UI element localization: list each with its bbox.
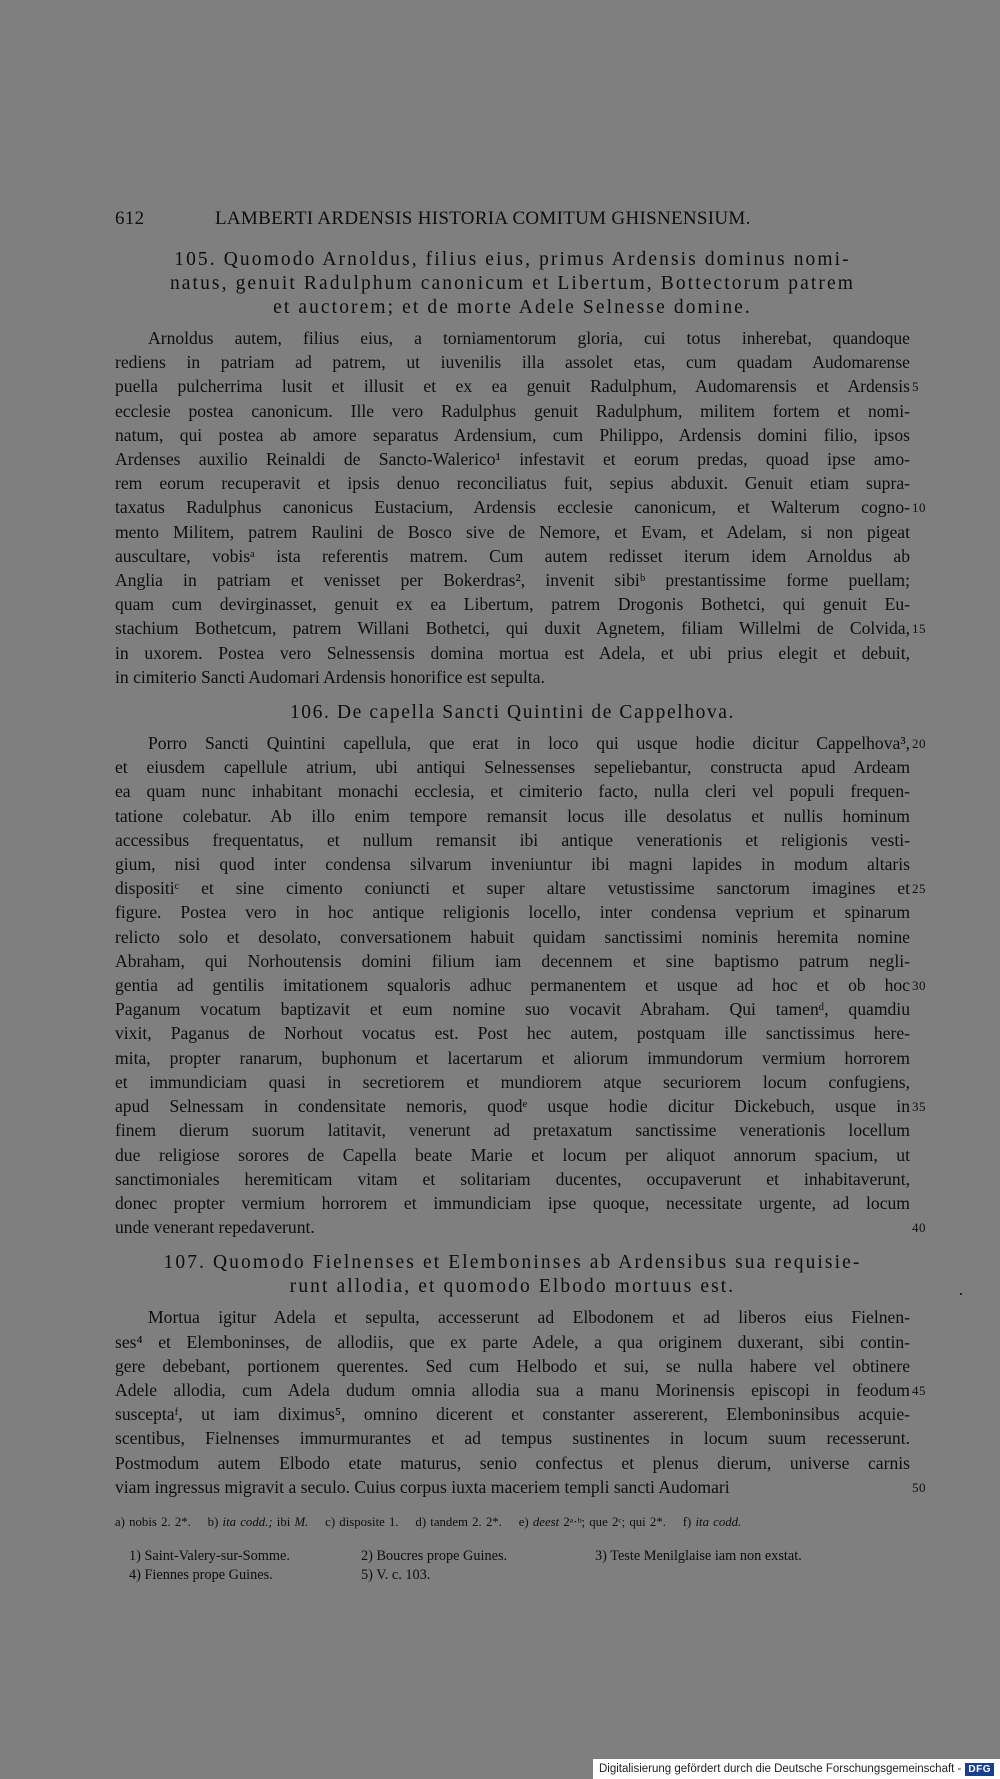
line-text: ea quam nunc inhabitant monachi ecclesia, et cimiterio facto, nulla cleri vel populi frequen- <box>115 781 910 802</box>
heading-line: runt allodia, et quomodo Elbodo mortuus est. <box>289 1276 736 1298</box>
line-text: rediens in patriam ad patrem, ut iuvenilis illa assolet etas, cum quadam Audomarense <box>115 352 910 373</box>
chapter-body <box>115 1305 926 1499</box>
line-text: accessibus frequentatus, et nullum remansit ibi antique venerationis et religionis vesti- <box>115 829 910 850</box>
text-line <box>115 568 910 592</box>
line-text: taxatus Radulphus canonicus Eustacium, Ardensis ecclesie canonicum, et Walterum cogno- <box>115 497 910 518</box>
line-text: vixit, Paganus de Norhout vocatus est. Post hec autem, postquam ille sanctissimus here- <box>115 1023 910 1044</box>
line-number: 20 <box>912 736 926 752</box>
text-line <box>115 616 926 640</box>
critical-apparatus <box>115 1515 910 1530</box>
heading-line: et auctorem; et de morte Adele Selnesse domine. <box>273 297 752 318</box>
line-number: 45 <box>912 1382 926 1398</box>
heading-line: 107. Quomodo Fielnenses et Elemboninses ab Ardensibus sua requisie- <box>163 1252 862 1274</box>
line-text: apud Selnessam in condensitate nemoris, quodᵉ usque hodie dicitur Dickebuch, usque in <box>115 1096 910 1117</box>
line-text: puella pulcherrima lusit et illusit et ex ea genuit Radulphum, Audomarensis et Ardensis <box>115 376 910 397</box>
heading-line: 105. Quomodo Arnoldus, filius eius, primus Ardensis dominus nomi- <box>174 249 851 270</box>
text-line <box>115 447 910 471</box>
text-line <box>115 1118 910 1142</box>
text-line <box>115 374 919 398</box>
footnotes <box>115 1547 910 1585</box>
text-line <box>115 1354 910 1378</box>
text-line <box>115 779 910 803</box>
apparatus-note: a) nobis 2. 2*. <box>115 1514 191 1529</box>
text-line <box>115 1475 926 1499</box>
text-line <box>115 1330 910 1354</box>
line-text: rem eorum recuperavit et ipsis denuo reconciliatus fuit, sepius abduxit. Genuit etiam supra- <box>115 473 910 494</box>
line-text: due religiose sorores de Capella beate Marie et locum per aliquot annorum spacium, ut <box>115 1144 910 1165</box>
line-text: ecclesie postea canonicum. Ille vero Radulphus genuit Radulphum, militem fortem et nomi- <box>115 400 910 421</box>
line-number: 40 <box>912 1220 926 1236</box>
text-line <box>115 1046 910 1070</box>
text-line <box>115 423 910 447</box>
line-text: stachium Bothetcum, patrem Willani Bothetci, qui duxit Agnetem, filiam Willelmi de Colvida, <box>115 618 910 639</box>
scan-speck <box>960 1293 962 1295</box>
line-text: Mortua igitur Adela et sepulta, accesserunt ad Elbodonem et ad liberos eius Fielnen- <box>148 1307 910 1328</box>
apparatus-note: f) <box>682 1514 692 1529</box>
text-line <box>115 471 910 495</box>
credit-text: Digitalisierung gefördert durch die Deutsche Forschungsgemeinschaft - <box>598 1763 962 1775</box>
line-text: tatione colebatur. Ab illo enim tempore remansit locus ille desolatus et nullis hominum <box>115 805 910 826</box>
line-text: gentia ad gentilis imitationem squaloris adhuc permanentem et usque ad hoc et ob hoc <box>115 975 910 996</box>
apparatus-note: 2ᵃ·ᵇ; que 2ᶜ; qui 2*. <box>563 1514 666 1529</box>
line-text: et eiusdem capellule atrium, ubi antiqui Selnessenses sepeliebantur, constructa apud Ardeam <box>115 757 910 778</box>
line-text: sanctimoniales heremiticam vitam et solitariam ducentes, occupaverunt et inhabitaverunt, <box>115 1168 910 1189</box>
heading-line: natus, genuit Radulphum canonicum et Libertum, Bottectorum patrem <box>169 273 856 294</box>
page-number: 612 <box>115 208 145 229</box>
line-text: in uxorem. Postea vero Selnessensis domina mortua est Adela, et ubi prius elegit et debuit, <box>115 642 910 663</box>
text-line <box>115 1021 910 1045</box>
chapter-body <box>115 326 926 689</box>
text-line <box>115 1143 910 1167</box>
line-text: ses⁴ et Elemboninses, de allodiis, que ex parte Adele, a qua originem duxerant, sibi contin- <box>115 1331 910 1352</box>
line-text: in cimiterio Sancti Audomari Ardensis honorifice est sepulta. <box>115 666 545 687</box>
line-number: 10 <box>912 500 926 516</box>
line-number: 15 <box>912 621 926 637</box>
text-line <box>115 804 910 828</box>
line-text: susceptaᶠ, ut iam diximus⁵, omnino dicerent et constanter assererent, Elemboninsibus acquie- <box>115 1404 910 1425</box>
line-text: Porro Sancti Quintini capellula, que erat in loco qui usque hodie dicitur Cappelhova³, <box>148 733 910 754</box>
line-text: Anglia in patriam et venisset per Bokerdras², invenit sibiᵇ prestantissime forme puellam; <box>115 570 910 591</box>
running-head <box>115 208 910 230</box>
text-line <box>115 852 910 876</box>
chapter-heading: 106. De capella Sancti Quintini de Cappelhova. <box>289 702 736 724</box>
line-text: quam cum devirginasset, genuit ex ea Libertum, patrem Drogonis Bothetci, qui genuit Eu- <box>115 594 910 615</box>
line-text: relicto solo et desolato, conversationem habuit quidam sanctissimi nominis heremita nomine <box>115 926 910 947</box>
footnote: 3) Teste Menilglaise iam non exstat. <box>595 1547 802 1564</box>
text-line <box>115 399 910 423</box>
text-line <box>115 544 910 568</box>
digitization-credit <box>593 1759 1000 1779</box>
line-text: et immundiciam quasi in secretiorem et mundiorem atque securiorem locum confugiens, <box>115 1071 910 1092</box>
line-text: donec propter vermium horrorem et immundiciam ipse quoque, necessitate urgente, ad locum <box>115 1192 910 1213</box>
text-line <box>115 1402 910 1426</box>
line-number: 35 <box>912 1099 926 1115</box>
apparatus-lemma: deest <box>532 1514 560 1529</box>
text-line <box>115 900 910 924</box>
line-text: Ardenses auxilio Reinaldi de Sancto-Walerico¹ infestavit et eorum predas, quoad ipse amo- <box>115 449 910 470</box>
text-line <box>115 592 910 616</box>
apparatus-lemma: ita codd.; <box>222 1514 273 1529</box>
text-line <box>115 1094 926 1118</box>
line-text: auscultare, vobisᵃ ista referentis matrem. Cum autem redisset iterum idem Arnoldus ab <box>115 545 910 566</box>
text-line <box>115 1426 910 1450</box>
text-line <box>115 876 926 900</box>
apparatus-lemma: M. <box>294 1514 309 1529</box>
text-line <box>115 949 910 973</box>
line-text: viam ingressus migravit a seculo. Cuius corpus iuxta maceriem templi sancti Audomari <box>115 1476 730 1497</box>
text-line <box>115 755 910 779</box>
apparatus-lemma: ita codd. <box>695 1514 742 1529</box>
apparatus-note: ibi <box>276 1514 291 1529</box>
chapter-105 <box>115 248 926 689</box>
line-text: natum, qui postea ab amore separatus Ardensium, cum Philippo, Ardensis domini filio, ipsos <box>115 424 910 445</box>
text-line <box>115 326 910 350</box>
chapter-body <box>115 731 926 1239</box>
line-text: Postmodum autem Elbodo etate maturus, senio confectus et plenus dierum, universe carnis <box>115 1452 910 1473</box>
text-line <box>115 828 910 852</box>
apparatus-note: b) <box>207 1514 219 1529</box>
line-number: 50 <box>912 1479 926 1495</box>
line-text: Adele allodia, cum Adela dudum omnia allodia sua a manu Morinensis episcopi in feodum <box>115 1379 910 1400</box>
line-text: finem dierum suorum latitavit, venerunt ad pretaxatum sanctissime venerationis locellum <box>115 1120 910 1141</box>
line-number: 25 <box>912 881 926 897</box>
text-line <box>115 731 926 755</box>
text-line <box>115 997 910 1021</box>
chapter-107 <box>115 1251 926 1499</box>
footnote: 4) Fiennes prope Guines. <box>129 1566 273 1583</box>
line-text: dispositiᶜ et sine cimento coniuncti et super altare vetustissime sanctorum imagines et <box>115 878 910 899</box>
chapter-heading <box>115 1251 910 1299</box>
dfg-logo: DFG <box>965 1763 994 1776</box>
chapter-heading <box>115 248 910 320</box>
text-line <box>115 1451 910 1475</box>
text-line <box>115 1215 926 1239</box>
text-line <box>115 1167 910 1191</box>
line-number: 5 <box>912 379 919 395</box>
line-text: Arnoldus autem, filius eius, a torniamentorum gloria, cui totus inherebat, quandoque <box>148 328 910 348</box>
apparatus-note: d) tandem 2. 2*. <box>415 1514 502 1529</box>
text-line <box>115 1191 910 1215</box>
footnote: 5) V. c. 103. <box>361 1566 431 1583</box>
apparatus-note: e) <box>518 1514 529 1529</box>
line-text: mento Militem, patrem Raulini de Bosco sive de Nemore, et Evam, et Adelam, si non pigeat <box>115 521 910 542</box>
chapter-106 <box>115 701 926 1239</box>
document-page <box>115 208 926 1585</box>
line-text: figure. Postea vero in hoc antique religionis locello, inter condensa veprium et spinarum <box>115 902 910 923</box>
line-number: 30 <box>912 978 926 994</box>
text-line <box>115 973 926 997</box>
footnote: 1) Saint-Valery-sur-Somme. <box>129 1547 290 1564</box>
text-line <box>115 1305 910 1329</box>
text-line <box>115 1070 910 1094</box>
text-line <box>115 1378 926 1402</box>
text-line <box>115 641 910 665</box>
line-text: unde venerant repedaverunt. <box>115 1217 315 1238</box>
running-title: LAMBERTI ARDENSIS HISTORIA COMITUM GHISNENSIUM. <box>215 208 751 229</box>
text-line <box>115 495 926 519</box>
footnote: 2) Boucres prope Guines. <box>361 1547 508 1564</box>
line-text: scentibus, Fielnenses immurmurantes et ad tempus sustinentes in locum suum recesserunt. <box>115 1428 910 1449</box>
line-text: gium, nisi quod inter condensa silvarum inveniuntur ibi magni lapides in modum altaris <box>115 854 910 875</box>
line-text: Paganum vocatum baptizavit et eum nomine suo vocavit Abraham. Qui tamenᵈ, quamdiu <box>115 999 910 1020</box>
text-line <box>115 665 910 689</box>
text-line <box>115 350 910 374</box>
text-line <box>115 520 910 544</box>
text-line <box>115 925 910 949</box>
apparatus-note: c) disposite 1. <box>325 1514 399 1529</box>
line-text: gere debebant, portionem querentes. Sed cum Helbodo et sui, se nulla habere vel obtinere <box>115 1355 910 1376</box>
line-text: mita, propter ranarum, buphonum et lacertarum et aliorum immundorum vermium horrorem <box>115 1047 910 1068</box>
line-text: Abraham, qui Norhoutensis domini filium iam decennem et sine baptismo patrum negli- <box>115 950 910 971</box>
